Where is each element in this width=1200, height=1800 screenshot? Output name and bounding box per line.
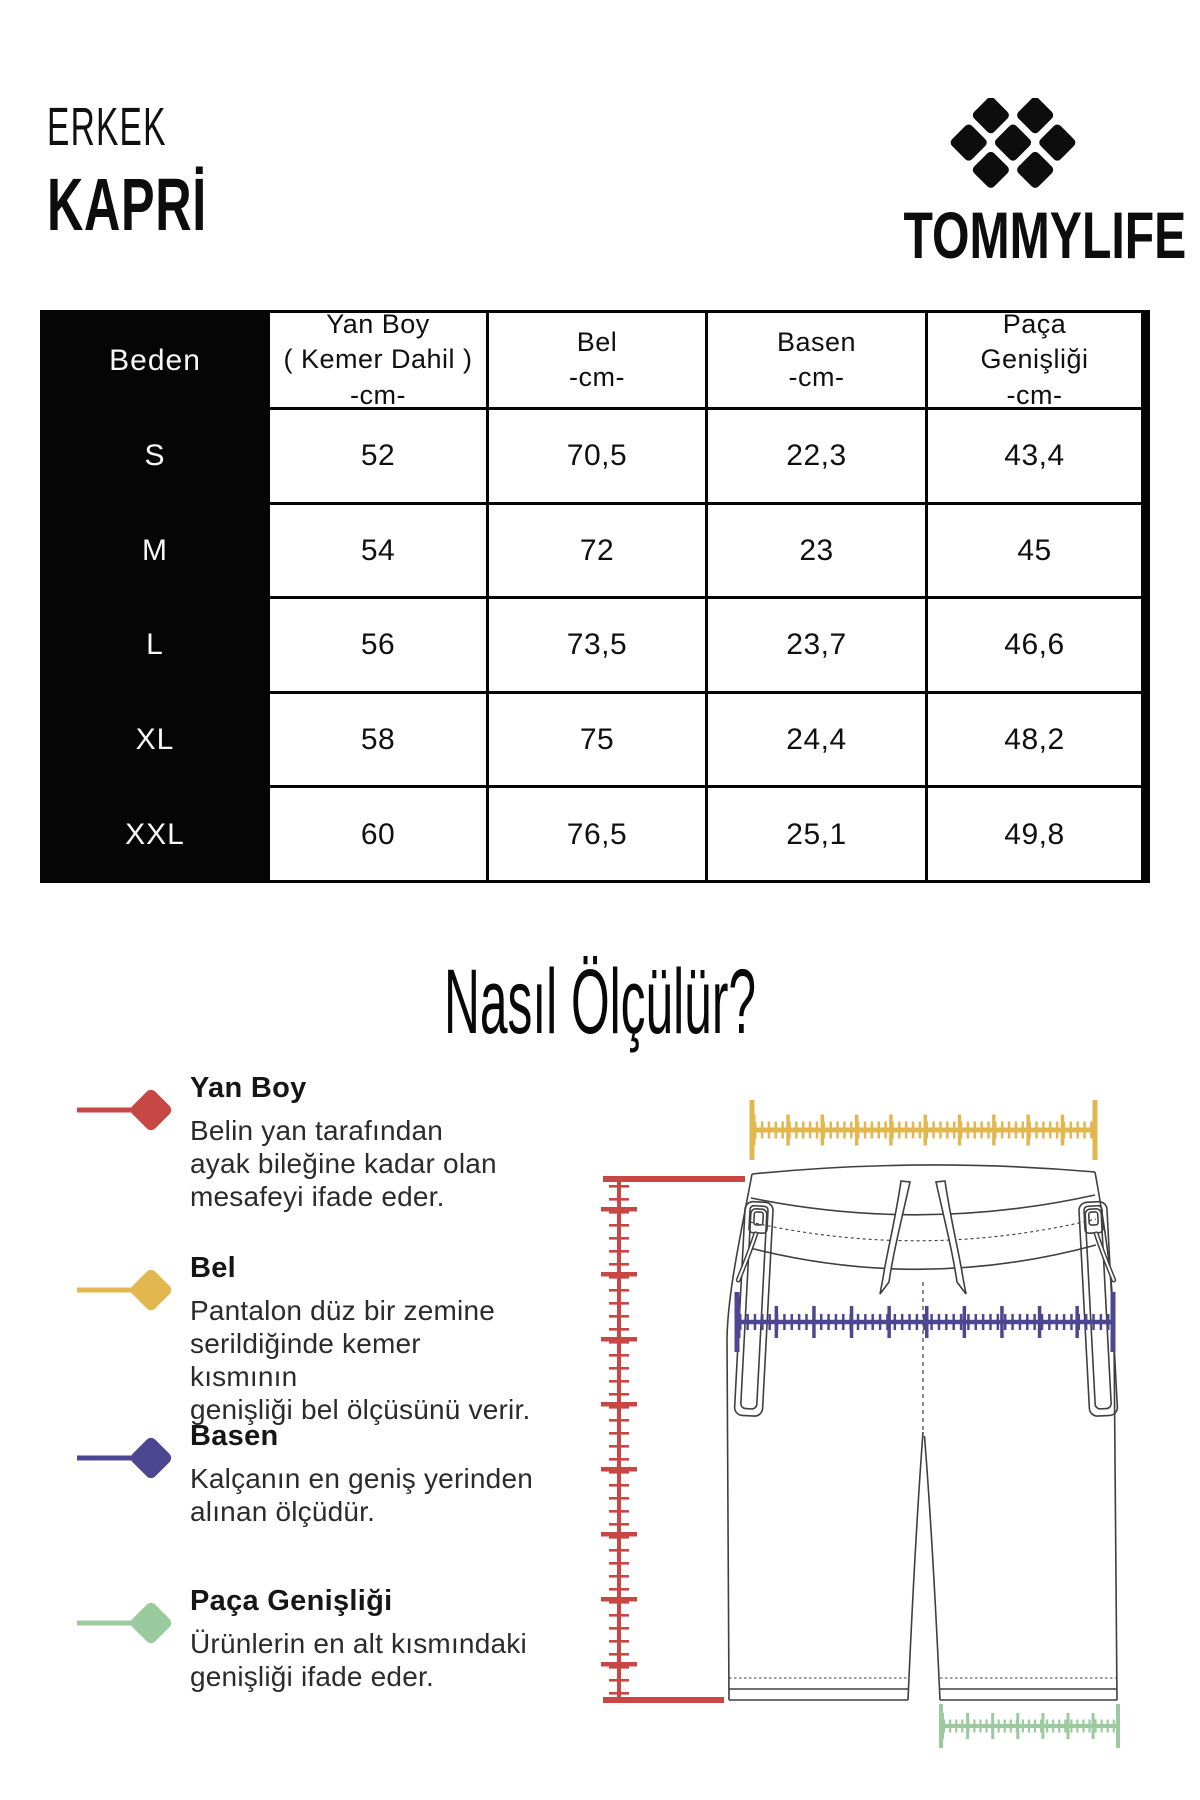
column-header-beden: Beden xyxy=(43,313,267,407)
brand-block xyxy=(863,98,1187,272)
brand-name: TOMMYLIFE xyxy=(903,198,1187,272)
bel-diamond-icon xyxy=(75,1252,185,1328)
yan-boy-diamond-icon xyxy=(75,1072,185,1148)
size-value-cell: 45 xyxy=(928,505,1141,597)
legend-label: Basen xyxy=(190,1420,279,1452)
size-value-cell: 75 xyxy=(489,694,705,786)
paca-genisligi-diamond-icon xyxy=(75,1585,185,1661)
size-row-label: S xyxy=(43,410,267,502)
size-row-label: L xyxy=(43,599,267,691)
measure-section-title: Nasıl Ölçülür? xyxy=(444,951,756,1053)
drawstring-right xyxy=(936,1181,966,1294)
size-value-cell: 70,5 xyxy=(489,410,705,502)
bel-ruler xyxy=(752,1100,1095,1160)
product-type: KAPRİ xyxy=(47,163,207,246)
size-value-cell: 23 xyxy=(708,505,925,597)
size-value-cell: 25,1 xyxy=(708,788,925,880)
column-header-paca-genisligi: Paça Genişliği -cm- xyxy=(928,313,1141,407)
size-row-label: M xyxy=(43,505,267,597)
basen-ruler xyxy=(737,1292,1113,1352)
size-row-label: XL xyxy=(43,694,267,786)
size-value-cell: 43,4 xyxy=(928,410,1141,502)
legend-label: Bel xyxy=(190,1252,237,1284)
size-value-cell: 60 xyxy=(270,788,486,880)
size-value-cell: 72 xyxy=(489,505,705,597)
legend-description: Belin yan tarafından ayak bileğine kadar olan mesafeyi ifade eder. xyxy=(190,1115,497,1212)
size-row-label: XXL xyxy=(43,788,267,880)
page-title xyxy=(47,97,282,246)
legend-label: Paça Genişliği xyxy=(190,1585,393,1617)
column-header-basen: Basen -cm- xyxy=(708,313,925,407)
legend-description: Kalçanın en geniş yerinden alınan ölçüdür. xyxy=(190,1463,533,1527)
size-value-cell: 22,3 xyxy=(708,410,925,502)
product-category: ERKEK xyxy=(47,97,167,157)
drawstring-left xyxy=(880,1181,910,1294)
basen-diamond-icon xyxy=(75,1420,185,1496)
size-value-cell: 52 xyxy=(270,410,486,502)
size-value-cell: 48,2 xyxy=(928,694,1141,786)
size-value-cell: 58 xyxy=(270,694,486,786)
size-table xyxy=(40,310,1150,883)
legend-description: Pantalon düz bir zemine serildiğinde kemer kısmının genişliği bel ölçüsünü verir. xyxy=(190,1295,531,1425)
legend-item-bel xyxy=(75,1252,535,1426)
capri-pants-drawing xyxy=(727,1165,1121,1700)
legend-item-yan-boy xyxy=(75,1072,535,1213)
size-value-cell: 23,7 xyxy=(708,599,925,691)
yan-boy-ruler xyxy=(603,1179,745,1700)
size-value-cell: 54 xyxy=(270,505,486,597)
size-value-cell: 24,4 xyxy=(708,694,925,786)
legend-description: Ürünlerin en alt kısmındaki genişliği ifade eder. xyxy=(190,1628,527,1692)
tommylife-diamonds-logo-icon xyxy=(947,98,1079,188)
legend-item-paca-genisligi xyxy=(75,1585,535,1693)
legend-label: Yan Boy xyxy=(190,1072,307,1104)
size-value-cell: 56 xyxy=(270,599,486,691)
column-header-bel: Bel -cm- xyxy=(489,313,705,407)
size-value-cell: 49,8 xyxy=(928,788,1141,880)
size-value-cell: 76,5 xyxy=(489,788,705,880)
legend-item-basen xyxy=(75,1420,535,1528)
size-value-cell: 73,5 xyxy=(489,599,705,691)
capri-measurement-diagram xyxy=(520,1040,1160,1800)
paca-genisligi-ruler xyxy=(941,1704,1118,1748)
size-value-cell: 46,6 xyxy=(928,599,1141,691)
column-header-yan-boy: Yan Boy ( Kemer Dahil ) -cm- xyxy=(270,313,486,407)
